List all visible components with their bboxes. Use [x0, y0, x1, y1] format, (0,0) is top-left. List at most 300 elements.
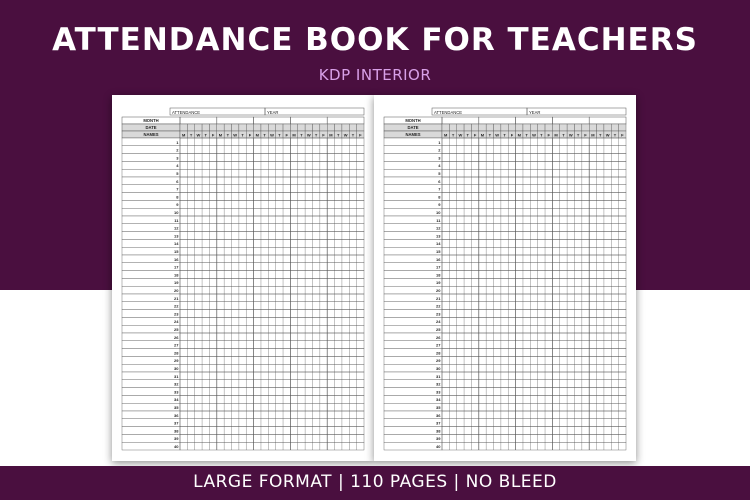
attendance-row [442, 341, 626, 349]
attendance-row [180, 263, 364, 271]
name-cell [384, 286, 442, 294]
row-number: 27 [174, 342, 179, 348]
date-cell [530, 124, 537, 131]
attendance-row [442, 411, 626, 419]
left-page [112, 95, 374, 461]
name-cell [122, 372, 180, 380]
row-number: 19 [436, 280, 441, 286]
row-number: 2 [438, 147, 441, 153]
name-cell [122, 310, 180, 318]
month-week-cell [327, 117, 364, 124]
attendance-row [442, 286, 626, 294]
row-number: 8 [438, 194, 441, 200]
row-number: 25 [436, 327, 441, 332]
attendance-row [442, 325, 626, 333]
attendance-row [180, 310, 364, 318]
name-cell [384, 372, 442, 380]
attendance-row [180, 388, 364, 396]
name-cell [122, 208, 180, 216]
date-cell [187, 124, 194, 131]
attendance-row [180, 403, 364, 411]
row-number: 32 [436, 381, 441, 387]
page-title: ATTENDANCE BOOK FOR TEACHERS [52, 22, 698, 58]
day-letter: F [473, 132, 477, 138]
row-number: 1 [438, 139, 441, 145]
day-letter: M [329, 132, 333, 138]
date-cell [597, 124, 604, 131]
name-cell [384, 177, 442, 185]
row-number: 13 [436, 233, 441, 239]
attendance-row [442, 403, 626, 411]
subtitle: KDP INTERIOR [318, 66, 432, 84]
name-cell [384, 185, 442, 193]
date-cell [217, 124, 224, 131]
name-cell [122, 341, 180, 349]
name-cell [384, 364, 442, 372]
month-week-cell [290, 117, 327, 124]
date-cell [560, 124, 567, 131]
attendance-row [442, 294, 626, 302]
row-number: 28 [436, 350, 441, 356]
row-number: 14 [174, 241, 179, 247]
day-letter: M [255, 132, 259, 138]
attendance-row [442, 200, 626, 208]
day-letter: F [248, 132, 252, 138]
name-cell [384, 200, 442, 208]
row-number: 11 [436, 217, 441, 223]
name-cell [122, 239, 180, 247]
row-number: 19 [174, 280, 179, 286]
attendance-row [442, 364, 626, 372]
month-week-cell [442, 117, 479, 124]
name-cell [122, 185, 180, 193]
date-cell [516, 124, 523, 131]
name-cell [384, 271, 442, 279]
row-number: 39 [436, 436, 441, 442]
date-cell [305, 124, 312, 131]
row-number: 28 [174, 350, 179, 356]
attendance-row [442, 380, 626, 388]
date-cell [457, 124, 464, 131]
date-cell [268, 124, 275, 131]
attendance-row [442, 419, 626, 427]
month-week-cell [180, 117, 217, 124]
attendance-row [442, 224, 626, 232]
attendance-row [180, 146, 364, 154]
row-number: 15 [436, 249, 441, 254]
attendance-row [442, 388, 626, 396]
attendance-row [180, 302, 364, 310]
attendance-row [180, 255, 364, 263]
day-letter: M [218, 132, 223, 138]
name-cell [122, 255, 180, 263]
attendance-row [180, 271, 364, 279]
row-number: 26 [436, 334, 441, 340]
name-cell [384, 411, 442, 419]
row-number: 38 [436, 428, 441, 434]
month-week-cell [552, 117, 589, 124]
date-header-label: DATE [145, 125, 157, 131]
attendance-row [442, 271, 626, 279]
day-letter: T [351, 132, 355, 138]
attendance-row [180, 161, 364, 169]
day-letter: W [233, 132, 238, 138]
row-number: 39 [174, 436, 179, 442]
date-cell [357, 124, 364, 131]
day-letter: M [480, 132, 485, 138]
row-number: 15 [174, 249, 179, 254]
name-cell [384, 138, 442, 146]
name-cell [122, 177, 180, 185]
row-number: 13 [174, 233, 179, 239]
attendance-row [180, 434, 364, 442]
name-cell [122, 388, 180, 396]
attendance-row [442, 161, 626, 169]
name-cell [122, 395, 180, 403]
attendance-row [442, 146, 626, 154]
day-letter: T [189, 132, 193, 138]
attendance-row [442, 317, 626, 325]
attendance-row [180, 216, 364, 224]
row-number: 8 [176, 194, 179, 200]
attendance-row [442, 232, 626, 240]
attendance-row [180, 317, 364, 325]
month-header-label: MONTH [143, 118, 159, 124]
day-letter: T [503, 132, 506, 138]
name-cell [384, 161, 442, 169]
date-cell [349, 124, 356, 131]
attendance-row [442, 333, 626, 341]
day-letter: F [621, 132, 624, 138]
name-cell [384, 239, 442, 247]
name-cell [122, 271, 180, 279]
attendance-row [180, 419, 364, 427]
row-number: 40 [436, 444, 441, 449]
row-number: 30 [174, 366, 179, 371]
attendance-row [180, 208, 364, 216]
day-letter: W [568, 132, 573, 138]
attendance-row [180, 138, 364, 146]
name-cell [384, 232, 442, 240]
day-letter: T [337, 132, 340, 138]
name-cell [384, 341, 442, 349]
row-number: 31 [436, 373, 441, 379]
name-cell [384, 388, 442, 396]
row-number: 6 [438, 178, 441, 184]
name-cell [122, 138, 180, 146]
name-cell [384, 427, 442, 435]
attendance-row [180, 239, 364, 247]
date-cell [619, 124, 626, 131]
attendance-row [180, 372, 364, 380]
name-cell [122, 154, 180, 162]
date-cell [195, 124, 202, 131]
row-number: 29 [174, 358, 179, 364]
name-cell [384, 419, 442, 427]
month-week-cell [254, 117, 291, 124]
day-letter: W [306, 132, 311, 138]
day-letter: T [466, 132, 469, 138]
row-number: 23 [174, 311, 179, 317]
name-cell [122, 193, 180, 201]
day-letter: M [554, 132, 558, 138]
day-letter: M [517, 132, 521, 138]
row-number: 9 [176, 202, 179, 208]
row-number: 34 [436, 397, 441, 403]
row-number: 37 [174, 420, 179, 426]
date-cell [449, 124, 456, 131]
row-number: 14 [436, 241, 441, 247]
day-letter: M [591, 132, 595, 138]
day-letter: T [576, 132, 580, 138]
name-cell [122, 442, 180, 450]
day-letter: T [204, 132, 207, 138]
attendance-row [180, 380, 364, 388]
name-cell [384, 193, 442, 201]
attendance-row [180, 185, 364, 193]
day-letter: W [343, 132, 348, 138]
row-number: 7 [438, 186, 441, 192]
row-number: 20 [174, 288, 179, 293]
day-letter: T [263, 132, 266, 138]
date-cell [312, 124, 319, 131]
row-number: 17 [174, 264, 179, 270]
row-number: 7 [176, 186, 179, 192]
name-cell [122, 278, 180, 286]
row-number: 5 [176, 171, 179, 176]
date-cell [523, 124, 530, 131]
day-letter: F [322, 132, 325, 138]
name-cell [122, 302, 180, 310]
date-cell [604, 124, 611, 131]
attendance-row [180, 278, 364, 286]
month-week-cell [479, 117, 516, 124]
date-cell [246, 124, 253, 131]
row-number: 2 [176, 147, 179, 153]
row-number: 21 [174, 295, 179, 301]
day-letter: W [196, 132, 201, 138]
day-letter: W [270, 132, 274, 138]
attendance-row [442, 154, 626, 162]
day-letter: F [211, 132, 215, 138]
day-letter: M [292, 132, 296, 138]
name-cell [122, 411, 180, 419]
row-number: 35 [436, 405, 441, 410]
attendance-row [180, 193, 364, 201]
name-cell [384, 434, 442, 442]
date-cell [290, 124, 297, 131]
attendance-sheet-left [112, 95, 374, 461]
attendance-row [442, 169, 626, 177]
date-cell [180, 124, 187, 131]
date-cell [501, 124, 508, 131]
name-cell [122, 232, 180, 240]
name-cell [384, 247, 442, 255]
name-cell [384, 208, 442, 216]
day-letter: T [525, 132, 528, 138]
row-number: 3 [176, 155, 179, 161]
day-letter: W [458, 132, 463, 138]
attendance-row [442, 138, 626, 146]
row-number: 22 [436, 303, 441, 309]
name-cell [384, 395, 442, 403]
name-cell [384, 442, 442, 450]
attendance-row [180, 427, 364, 435]
attendance-row [442, 395, 626, 403]
date-cell [276, 124, 283, 131]
attendance-row [180, 442, 364, 450]
name-cell [122, 349, 180, 357]
names-header-label: NAMES [405, 132, 421, 138]
date-cell [298, 124, 305, 131]
name-cell [122, 263, 180, 271]
month-header-label: MONTH [405, 118, 421, 124]
name-cell [122, 403, 180, 411]
day-letter: T [278, 132, 281, 138]
row-number: 6 [176, 178, 179, 184]
row-number: 21 [436, 295, 441, 301]
name-cell [384, 169, 442, 177]
attendance-row [442, 372, 626, 380]
row-number: 33 [174, 389, 179, 395]
row-number: 11 [174, 217, 179, 223]
row-number: 12 [174, 225, 179, 231]
year-label: YEAR [267, 109, 279, 115]
attendance-row [442, 247, 626, 255]
attendance-row [180, 349, 364, 357]
name-cell [122, 169, 180, 177]
row-number: 25 [174, 327, 179, 332]
date-cell [471, 124, 478, 131]
date-cell [545, 124, 552, 131]
month-week-cell [516, 117, 553, 124]
row-number: 5 [438, 171, 441, 176]
date-cell [342, 124, 349, 131]
row-number: 24 [436, 319, 441, 325]
row-number: 36 [436, 412, 441, 418]
day-letter: W [605, 132, 610, 138]
date-cell [486, 124, 493, 131]
name-cell [122, 161, 180, 169]
day-letter: W [495, 132, 500, 138]
name-cell [384, 146, 442, 154]
row-number: 26 [174, 334, 179, 340]
name-cell [384, 317, 442, 325]
row-number: 32 [174, 381, 179, 387]
date-cell [442, 124, 449, 131]
attendance-row [180, 154, 364, 162]
attendance-row [180, 247, 364, 255]
row-number: 4 [176, 163, 179, 169]
day-letter: W [532, 132, 536, 138]
attendance-row [442, 427, 626, 435]
date-cell [239, 124, 246, 131]
attendance-row [442, 177, 626, 185]
row-number: 36 [174, 412, 179, 418]
row-number: 27 [436, 342, 441, 348]
attendance-row [180, 200, 364, 208]
attendance-row [180, 356, 364, 364]
row-number: 38 [174, 428, 179, 434]
attendance-row [442, 185, 626, 193]
attendance-row [442, 356, 626, 364]
name-cell [122, 419, 180, 427]
name-cell [122, 364, 180, 372]
month-week-cell [217, 117, 254, 124]
row-number: 23 [436, 311, 441, 317]
name-cell [122, 200, 180, 208]
row-number: 37 [436, 420, 441, 426]
day-letter: M [182, 132, 186, 138]
date-cell [464, 124, 471, 131]
attendance-row [180, 364, 364, 372]
row-number: 4 [438, 163, 441, 169]
row-number: 12 [436, 225, 441, 231]
attendance-row [180, 232, 364, 240]
date-cell [209, 124, 216, 131]
day-letter: T [613, 132, 617, 138]
attendance-row [442, 208, 626, 216]
attendance-row [180, 411, 364, 419]
date-cell [574, 124, 581, 131]
name-cell [384, 224, 442, 232]
date-cell [552, 124, 559, 131]
name-cell [384, 255, 442, 263]
date-cell [589, 124, 596, 131]
name-cell [384, 294, 442, 302]
day-letter: F [584, 132, 587, 138]
name-cell [122, 333, 180, 341]
row-number: 35 [174, 405, 179, 410]
attendance-row [180, 333, 364, 341]
row-number: 20 [436, 288, 441, 293]
name-cell [384, 325, 442, 333]
day-letter: T [226, 132, 230, 138]
attendance-row [180, 286, 364, 294]
name-cell [122, 286, 180, 294]
day-letter: T [241, 132, 244, 138]
name-cell [122, 247, 180, 255]
attendance-row [180, 224, 364, 232]
name-cell [384, 263, 442, 271]
name-cell [122, 356, 180, 364]
day-letter: M [444, 132, 448, 138]
name-cell [384, 403, 442, 411]
name-cell [384, 154, 442, 162]
row-number: 16 [174, 256, 179, 262]
row-number: 16 [436, 256, 441, 262]
name-cell [122, 434, 180, 442]
date-cell [327, 124, 334, 131]
row-number: 10 [436, 210, 441, 215]
name-cell [384, 302, 442, 310]
attendance-row [442, 278, 626, 286]
date-cell [320, 124, 327, 131]
day-letter: T [599, 132, 602, 138]
attendance-row [180, 294, 364, 302]
attendance-sheet-right [374, 95, 636, 461]
name-cell [384, 349, 442, 357]
date-cell [538, 124, 545, 131]
name-cell [384, 380, 442, 388]
name-cell [122, 380, 180, 388]
attendance-row [442, 193, 626, 201]
attendance-row [442, 239, 626, 247]
row-number: 29 [436, 358, 441, 364]
row-number: 9 [438, 202, 441, 208]
attendance-row [442, 434, 626, 442]
name-cell [122, 294, 180, 302]
